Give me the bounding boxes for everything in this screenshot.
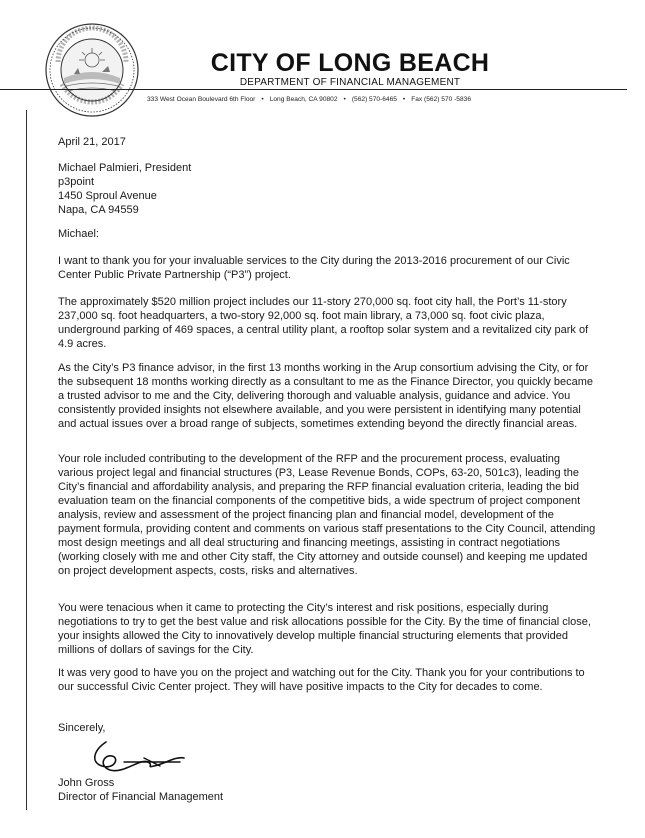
paragraph-5: You were tenacious when it came to protecting the City’s interest and risk positions, especially during negotiations to try to get the best value and risk allocations possible for the City. By the time of financial close, your insights allowed the City to innovatively develop multiple financial structuring elements that provided millions of dollars of savings for the City. bbox=[58, 602, 591, 656]
signer-title: Director of Financial Management bbox=[58, 791, 224, 803]
letterhead-city-zip: Long Beach, CA 90802 bbox=[269, 96, 338, 103]
paragraph-4: Your role included contributing to the development of the RFP and the procurement process, evaluating various project legal and financial structures (P3, Lease Revenue Bonds, COPs, 63-20, 501c3), leading the City’s financial and affordability analysis, and preparing the RFP financial evaluation criteria, leading the bid evaluation team on the financial components of the competitive bids, a wide spectrum of project component analysis, review and assessment of the project financing plan and financial model, development of the payment formula, providing content and comments on various staff presentations to the City Council, attending most design meetings and all deal structuring and financing meetings, assisting in contract negotiations (working closely with me and other City staff, the City attorney and outside counsel) and keeping me updated on project development aspects, costs, risks and alternatives. bbox=[58, 453, 596, 577]
letterhead-city-name: CITY OF LONG BEACH bbox=[210, 49, 490, 77]
recipient-block bbox=[58, 161, 191, 217]
letterhead-address-line: 333 West Ocean Boulevard 6th Floor • Long Beach, CA 90802 • (562) 570-6465 • Fax (562) 570 -5836 bbox=[147, 96, 471, 103]
signer-block bbox=[58, 776, 223, 804]
letterhead-department: DEPARTMENT OF FINANCIAL MANAGEMENT bbox=[239, 77, 461, 88]
recipient-name: Michael Palmieri, President bbox=[58, 162, 192, 174]
recipient-company: p3point bbox=[58, 176, 95, 188]
letter-date: April 21, 2017 bbox=[58, 136, 126, 148]
letterhead-fax: Fax (562) 570 -5836 bbox=[411, 96, 471, 103]
recipient-city: Napa, CA 94559 bbox=[58, 204, 139, 216]
salutation: Michael: bbox=[58, 228, 99, 240]
paragraph-1: I want to thank you for your invaluable services to the City during the 2013-2016 procurement of our Civic Center Public Private Partnership (“P3”) project. bbox=[58, 255, 570, 281]
paragraph-2: The approximately $520 million project includes our 11-story 270,000 sq. foot city hall, the Port’s 11-story 237,000 sq. foot headquarters, a two-story 92,000 sq. foot main library, a 73,000 sq. foot civic plaza, underground parking of 469 spaces, a central utility plant, a rooftop solar system and a revitalized city park of 4.9 acres. bbox=[58, 296, 589, 350]
letterhead-address: 333 West Ocean Boulevard 6th Floor bbox=[147, 96, 256, 103]
signature-icon bbox=[84, 736, 194, 780]
paragraph-3: As the City’s P3 finance advisor, in the first 13 months working in the Arup consortium advising the City, or for the subsequent 18 months working directly as a consultant to me as the Finance Director, you quickly became a trusted advisor to me and the City, delivering thorough and valuable analysis, guidance and advice. You consistently provided insights not elsewhere available, and you were persistent in identifying many potential and actual issues over a broad range of subjects, sometimes extending beyond the directly financial areas. bbox=[58, 362, 594, 430]
closing: Sincerely, bbox=[58, 722, 106, 734]
signer-name: John Gross bbox=[58, 777, 115, 789]
recipient-street: 1450 Sproul Avenue bbox=[58, 190, 157, 202]
paragraph-6: It was very good to have you on the project and watching out for the City. Thank you for your contributions to our successful Civic Center project. They will have positive impacts to the City for decades to come. bbox=[58, 667, 585, 693]
city-seal-icon bbox=[44, 22, 140, 118]
letterhead-phone: (562) 570-6465 bbox=[351, 96, 397, 103]
letterhead-rule bbox=[0, 89, 627, 90]
margin-rule bbox=[26, 110, 27, 810]
